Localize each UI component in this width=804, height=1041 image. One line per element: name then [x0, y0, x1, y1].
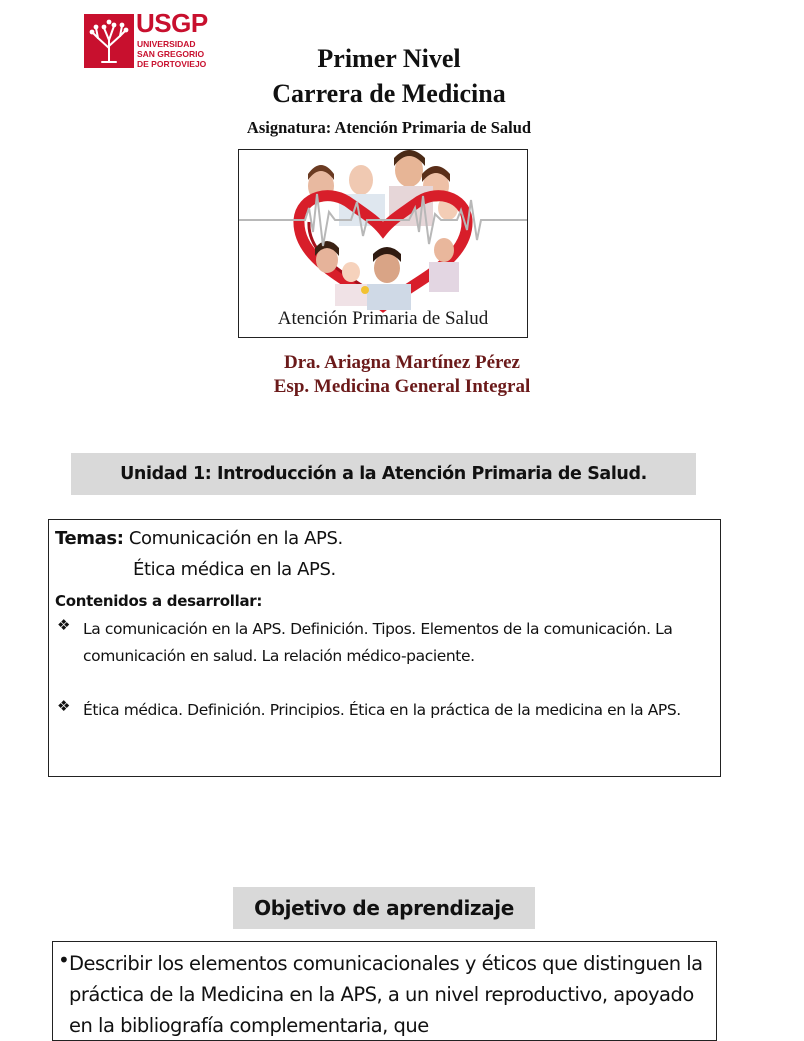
logo-line-3: DE PORTOVIEJO	[137, 59, 207, 69]
aps-banner-image	[238, 149, 528, 338]
author-specialty: Esp. Medicina General Integral	[273, 376, 531, 397]
objective-bullet: •	[58, 948, 70, 972]
author-name: Dra. Ariagna Martínez Pérez	[283, 352, 520, 373]
topic-2: Ética médica en la APS.	[133, 559, 336, 580]
logo-line-2: SAN GREGORIO	[137, 49, 205, 59]
title-level: Primer Nivel	[317, 44, 461, 73]
objective-box	[52, 941, 717, 1041]
topics-label: Temas:	[55, 528, 124, 549]
title-career: Carrera de Medicina	[272, 79, 506, 108]
logo-acronym: USGP	[136, 8, 208, 38]
contents-heading: Contenidos a desarrollar:	[55, 592, 263, 610]
objective-title: Objetivo de aprendizaje	[233, 887, 535, 929]
subject-line: Asignatura: Atención Primaria de Salud	[246, 118, 532, 137]
diamond-bullet-icon: ❖	[57, 697, 71, 715]
topics-line-1	[55, 528, 343, 549]
logo-line-1: UNIVERSIDAD	[137, 39, 196, 49]
unit-title-bar: Unidad 1: Introducción a la Atención Primaria de Salud.	[71, 453, 696, 495]
topics-box	[48, 519, 721, 777]
objective-text: Describir los elementos comunicacionales y éticos que distinguen la práctica de la Medicina en la APS, a un nivel reproductivo, apoyado en la bibliografía complementaria, que	[69, 952, 703, 1037]
content-item-2: Ética médica. Definición. Principios. Ética en la práctica de la medicina en la APS.	[83, 701, 681, 719]
topic-1: Comunicación en la APS.	[123, 528, 343, 549]
diamond-bullet-icon: ❖	[57, 616, 71, 634]
content-item-1: La comunicación en la APS. Definición. Tipos. Elementos de la comunicación. La comunicación en salud. La relación médico-paciente.	[83, 620, 673, 665]
banner-caption: Atención Primaria de Salud	[277, 308, 489, 329]
